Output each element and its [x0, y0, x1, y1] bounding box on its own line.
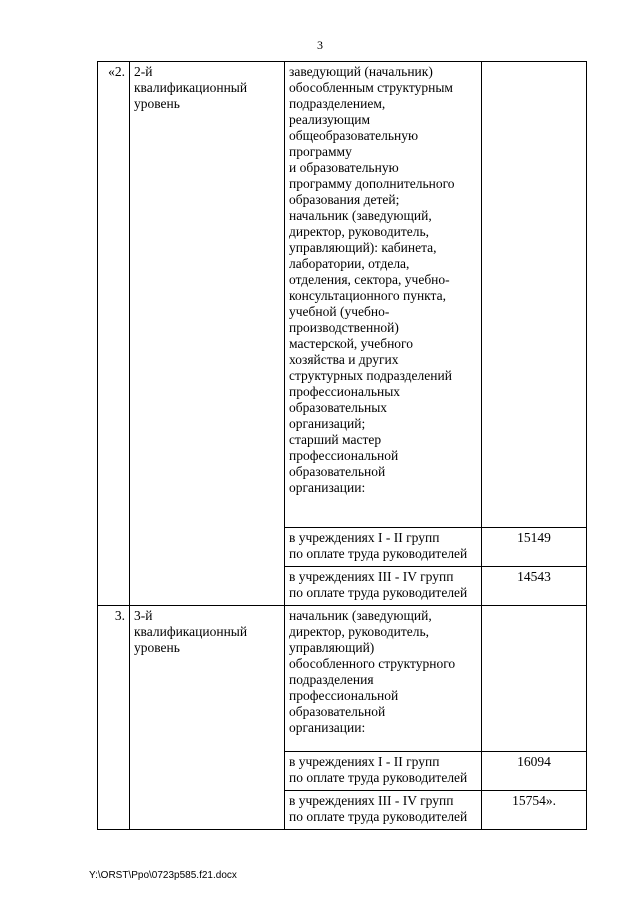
institution-group-label: в учреждениях III - IV групп по оплате труда руководителей	[285, 567, 482, 606]
salary-value: 15149	[482, 528, 587, 567]
empty-value-cell	[482, 606, 587, 752]
empty-value-cell	[482, 62, 587, 528]
institution-group-label: в учреждениях I - II групп по оплате труда руководителей	[285, 752, 482, 791]
salary-value: 15754».	[482, 791, 587, 830]
salary-value: 14543	[482, 567, 587, 606]
qualification-level: 2-й квалификационный уровень	[130, 62, 285, 606]
row-number: 3.	[98, 606, 130, 830]
table-row	[98, 606, 587, 752]
salary-value: 16094	[482, 752, 587, 791]
qualification-level: 3-й квалификационный уровень	[130, 606, 285, 830]
row-number: «2.	[98, 62, 130, 606]
page-number: 3	[317, 38, 323, 52]
position-description: начальник (заведующий, директор, руководитель, управляющий) обособленного структурного подразделения профессиональной образовательной организации:	[285, 606, 482, 752]
salary-table	[97, 61, 587, 830]
institution-group-label: в учреждениях I - II групп по оплате труда руководителей	[285, 528, 482, 567]
footer-file-path: Y:\ORST\Ppo\0723p585.f21.docx	[89, 870, 237, 881]
institution-group-label: в учреждениях III - IV групп по оплате труда руководителей	[285, 791, 482, 830]
position-description: заведующий (начальник) обособленным структурным подразделением, реализующим общеобразовательную программу и образовательную программу дополнительного образования детей; начальник (заведующий, директор, руководитель, управляющий): кабинета, лаборатории, отдела, отделения, сектора, учебно- консультационного пункта, учебной (учебно- производственной) мастерской, учебного хозяйства и других структурных подразделений профессиональных образовательных организаций; старший мастер профессиональной образовательной организации:	[285, 62, 482, 528]
table-row	[98, 62, 587, 528]
